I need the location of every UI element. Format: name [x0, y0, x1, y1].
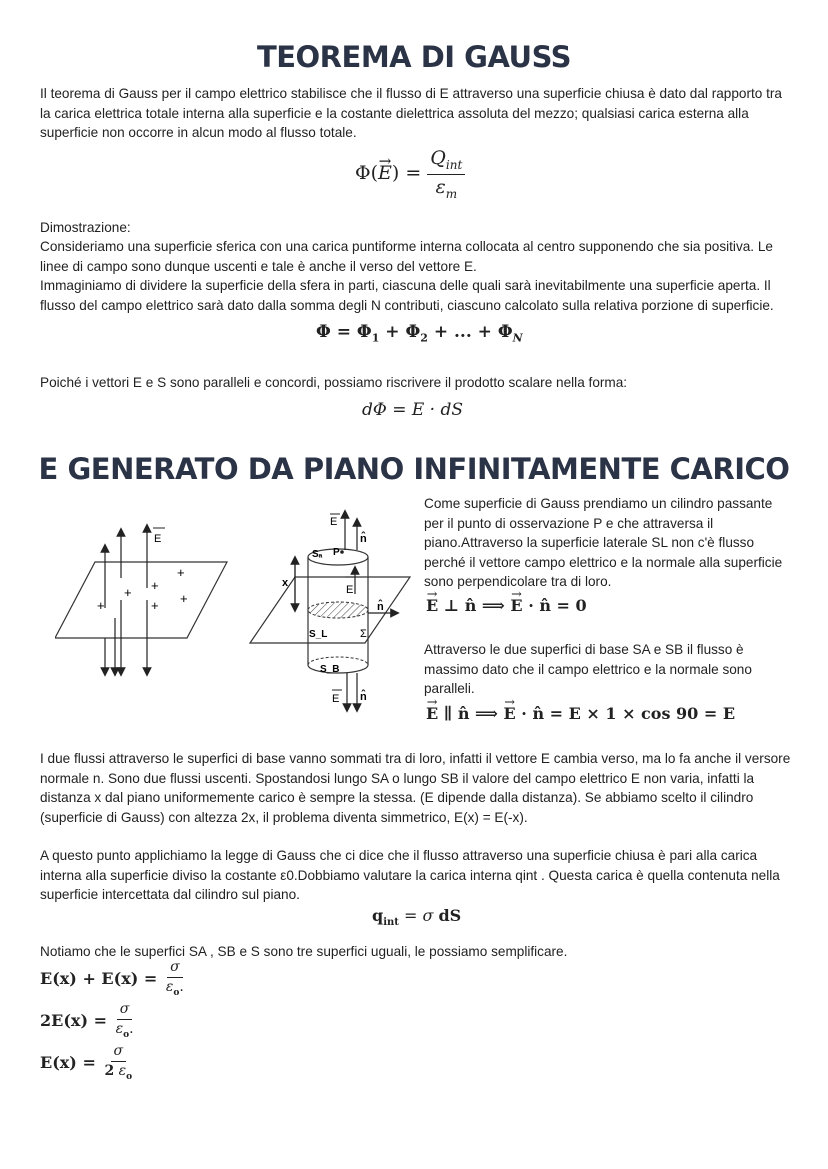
side-text-2: Attraverso le due superfici di base SA e SB il flusso è massimo dato che il campo elettrico e la normale sono paralleli.: [424, 642, 752, 697]
simplify-text: Notiamo che le superfici SA , SB e S sono tre superfici uguali, le possiamo semplificare.: [40, 944, 568, 959]
eq1-sigma: σ: [167, 960, 183, 978]
section-title-plane: E GENERATO DA PIANO INFINITAMENTE CARICO: [38, 452, 790, 486]
plus-1: +: [177, 565, 185, 580]
eq3-lhs: E(x) =: [40, 1053, 96, 1073]
fluxes-text: I due flussi attraverso le superfici di base vanno sommati tra di loro, infatti il vettore E cambia verso, ma lo fa anche il versore normale n. Sono due flussi uscenti. Spostandosi lungo SA o lungo SB il valore del campo elettrico E non varia, infatti la distanza x dal piano uniformemente carico è sempre la stessa. (E dipende dalla distanza). Se abbiamo scelto il cilindro (superficie di Gauss) con altezza 2x, il problema diventa simmetrico, E(x) = E(-x).: [40, 751, 791, 825]
eq1-lhs: E(x) + E(x) =: [40, 969, 158, 989]
label-e-top: E: [330, 516, 338, 528]
plus-5: +: [151, 598, 159, 613]
label-x: x: [282, 577, 289, 589]
label-e-bottom: E: [332, 693, 340, 705]
label-n-side: n̂: [377, 601, 384, 613]
eq2-sigma: σ: [117, 1002, 133, 1020]
sum-formula: $\Phi = \Phi_1 + \Phi_2$ + ... + $\Phi_N$: [316, 322, 523, 345]
point-p: [340, 550, 344, 554]
plus-3: +: [151, 578, 159, 593]
qint-formula: $q_{int} = \sigma$ dS: [372, 906, 462, 929]
eq3-two: 2: [104, 1063, 115, 1080]
q-int-sub: int: [445, 157, 463, 172]
plane-left: [55, 562, 227, 638]
apply-text: A questo punto applichiamo la legge di Gauss che ci dice che il flusso attraverso una superficie chiusa è pari alla carica interna alla superficie diviso la costante ε0.Dobbiamo valutare la carica interna qint . Questa carica è quella contenuta nella superficie intercettata dal cilindro sul piano.: [40, 848, 780, 903]
dphi-formula: dΦ = E · dS: [362, 400, 464, 420]
plus-4: +: [97, 598, 105, 613]
eq2-lhs: 2E(x) =: [40, 1011, 107, 1031]
parallel-text: Poiché i vettori E e S sono paralleli e concordi, possiamo riscrivere il prodotto scalare nella forma:: [40, 375, 628, 390]
plus-2: +: [124, 585, 132, 600]
demo-text-2: Immaginiamo di dividere la superficie della sfera in parti, ciascuna delle quali sarà inevitabilmente una superficie aperta. Il flusso del campo elettrico sarà dato dalla somma degli N contributi, ciascuno calcolato sulla relativa porzione di superficie.: [40, 278, 774, 313]
charged-plane-figure: [55, 500, 420, 715]
eq3-sigma: σ: [111, 1044, 127, 1062]
label-n-bottom: n̂: [360, 691, 367, 703]
intro-paragraph: Il teorema di Gauss per il campo elettrico stabilisce che il flusso di E attraverso una superficie chiusa è dato dal rapporto tra la carica elettrica totale interna alla superficie e la costante dielettrica assoluta del mezzo; qualsiasi carica esterna alla superficie non occorre in alcun modo al flusso totale.: [40, 86, 782, 141]
parallel-formula: → E ∥ n̂ ⟹ → E · n̂ = E × 1 × cos 90 = E: [426, 704, 735, 723]
gauss-formula: Φ(→ E) = $\frac{Q_{int}}{\varepsilon_m}$: [355, 148, 465, 201]
gauss-cylinder-diagram: [250, 514, 410, 708]
cylinder-section-sigma: [308, 602, 368, 618]
page-title: TEOREMA DI GAUSS: [256, 40, 572, 74]
label-sl: S_L: [309, 629, 328, 640]
equation-2: 2E(x) = $\frac{\sigma}{\varepsilon_o.}$: [40, 1001, 134, 1041]
label-sb: S_B: [320, 664, 340, 675]
equation-3: E(x) = $\frac{\sigma}{2 \varepsilon_o}$: [40, 1043, 133, 1083]
label-sigma: Σ: [360, 628, 367, 640]
equation-1: E(x) + E(x) = $\frac{\sigma}{\varepsilon_o.}$: [40, 959, 184, 999]
perp-formula: → E ⊥ n̂ ⟹ → E · n̂ = 0: [426, 596, 587, 615]
demo-label: Dimostrazione:: [40, 220, 131, 235]
label-p: P: [333, 547, 340, 558]
label-n-top: n̂: [360, 533, 367, 545]
vector-e: → E: [378, 162, 392, 184]
label-e-mid: E: [346, 584, 354, 596]
label-sa: Sₐ: [312, 549, 323, 560]
plus-6: +: [180, 591, 188, 606]
left-plane-diagram: [55, 528, 227, 672]
demo-text-1: Consideriamo una superficie sferica con una carica puntiforme interna collocata al centro supponendo che sia positiva. Le linee di campo sono dunque uscenti e tale è anche il verso del vettore E.: [40, 239, 773, 274]
side-text-1: Come superficie di Gauss prendiamo un cilindro passante per il punto di osservazione P e che attraversa il piano.Attraverso la superficie laterale SL non c'è flusso perché il vettore campo elettrico e la normale alla superficie sono perpendicolare tra di loro.: [424, 496, 783, 590]
eps-m-sub: m: [445, 186, 458, 201]
label-e-left: E: [154, 533, 162, 545]
